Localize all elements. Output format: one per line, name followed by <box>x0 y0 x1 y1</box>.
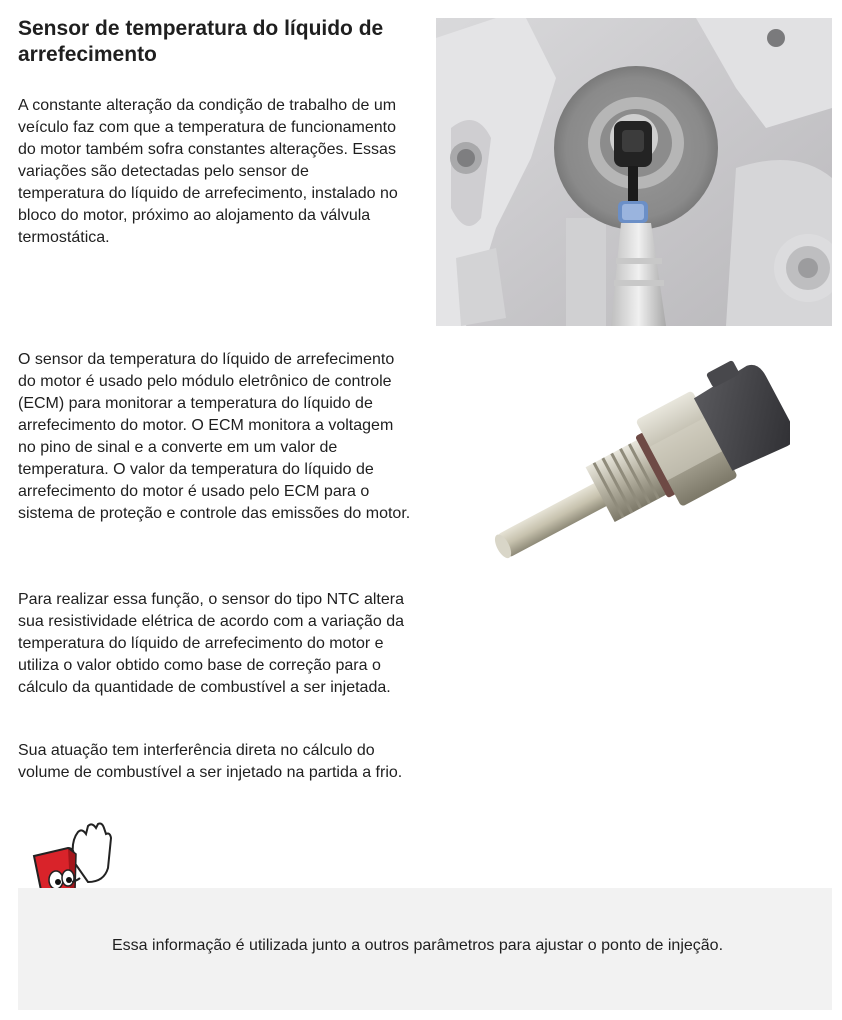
paragraph-cold-start: Sua atuação tem interferência direta no cálculo do volume de combustível a ser injetado na partida a frio. <box>18 742 403 781</box>
paragraph-ntc: Para realizar essa função, o sensor do tipo NTC altera sua resistividade elétrica de acordo com a variação da temperatura do líquido de arrefecimento do motor e utiliza o valor obtido como base de correção para o cálculo da quantidade de combustível a ser injetada. <box>18 591 404 696</box>
paragraph-intro: A constante alteração da condição de trabalho de um veículo faz com que a temperatura de funcionamento do motor também sofra constantes alterações. Essas variações são detectadas pelo sensor de temperatura do líquido de arrefecimento, instalado no bloco do motor, próximo ao alojamento da válvula termostática. <box>18 97 398 246</box>
coolant-temperature-sensor-photo <box>455 345 790 605</box>
page-title: Sensor de temperatura do líquido de arrefecimento <box>18 17 384 66</box>
paragraph-ecm: O sensor da temperatura do líquido de arrefecimento do motor é usado pelo módulo eletrônico de controle (ECM) para monitorar a temperatura do líquido de arrefecimento do motor. O ECM monitora a voltagem no pino de sinal e a converte em um valor de temperatura. O valor da temperatura do líquido de arrefecimento do motor é usado pelo ECM para o sistema de proteção e controle das emissões do motor. <box>18 351 411 522</box>
info-note-text: Essa informação é utilizada junto a outros parâmetros para ajustar o ponto de injeção. <box>112 937 724 954</box>
engine-block-sensor-photo <box>436 18 832 326</box>
